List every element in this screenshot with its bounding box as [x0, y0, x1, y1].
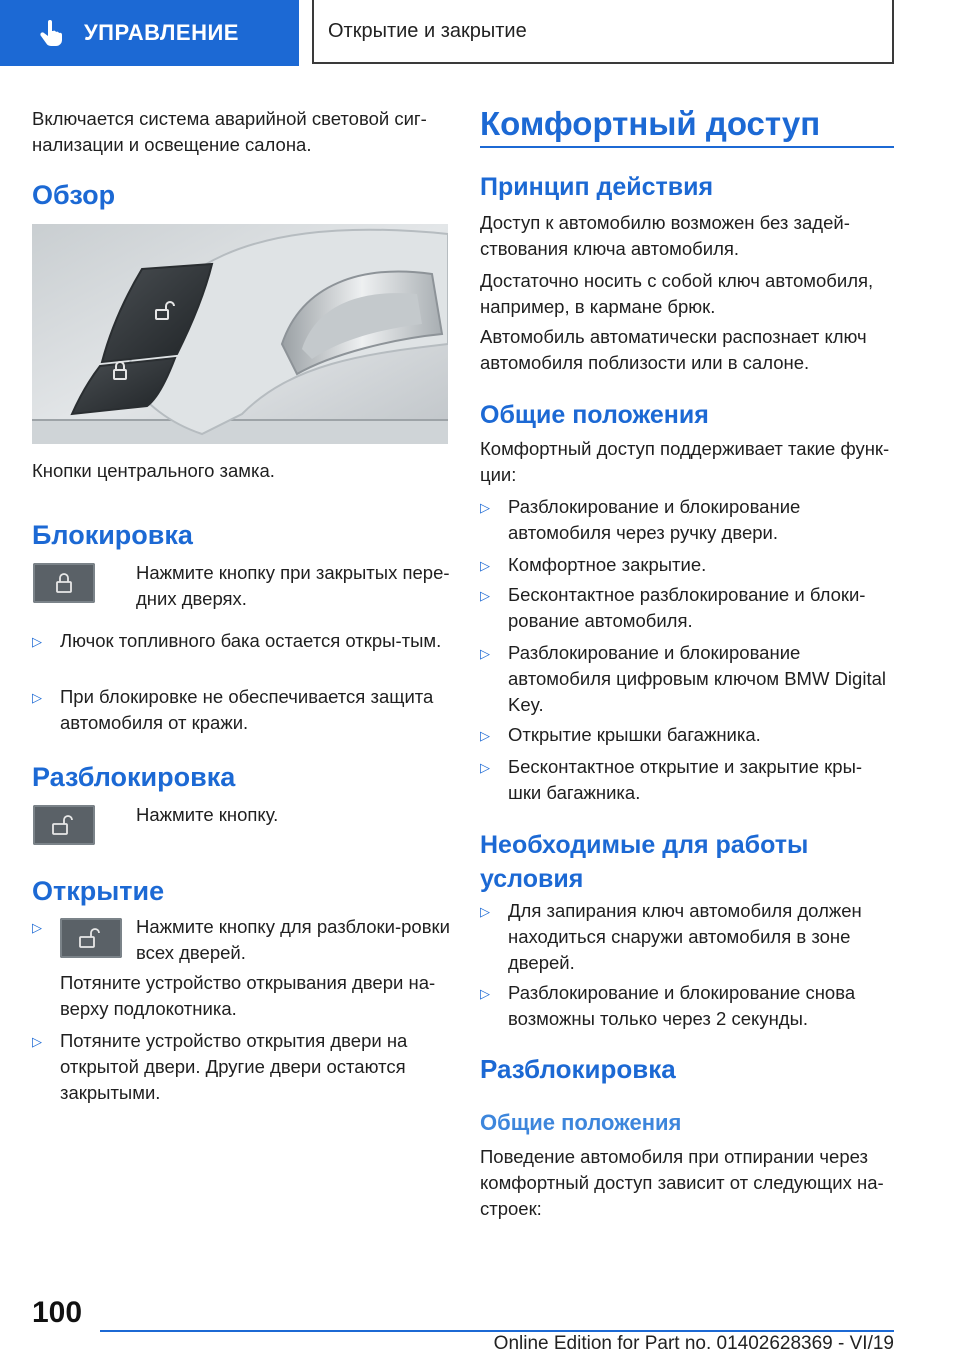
unlock-heading: Разблокировка	[32, 762, 236, 792]
list-item: ▷ Разблокирование и блокирование автомобиля цифровым ключом BMW Digital Key.	[480, 640, 894, 718]
footer-rule	[100, 1330, 894, 1332]
section-tab-label: УПРАВЛЕНИЕ	[84, 20, 239, 45]
list-item: ▷ Для запирания ключ автомобиля должен находиться снаружи автомобиля в зоне дверей.	[480, 898, 894, 976]
list-item: ▷ Лючок топливного бака остается откры-тым.	[32, 628, 452, 655]
list-item: ▷ Открытие крышки багажника.	[480, 722, 894, 749]
general-heading: Общие положения	[480, 401, 709, 429]
open-heading: Открытие	[32, 876, 165, 906]
list-item: ▷ Комфортное закрытие.	[480, 552, 894, 579]
bullet-triangle-icon: ▷	[32, 634, 42, 649]
list-item: ▷ Разблокирование и блокирование автомобиля через ручку двери.	[480, 494, 894, 546]
bullet-triangle-icon: ▷	[32, 920, 42, 935]
open-step-continuation: Потяните устройство открывания двери на-верху подлокотника.	[60, 972, 436, 1019]
photo-caption: Кнопки центрального замка.	[32, 460, 275, 481]
bullet-triangle-icon: ▷	[32, 1034, 42, 1049]
bullet-triangle-icon: ▷	[480, 760, 490, 775]
bullet-triangle-icon: ▷	[480, 588, 490, 603]
edition-text: Online Edition for Part no. 01402628369 - VI/19	[493, 1333, 894, 1354]
intro-text: Включается система аварийной световой сиг-нализации и освещение салона.	[32, 108, 427, 155]
paragraph: Поведение автомобиля при отпирании через комфортный доступ зависит от следующих на-строек:	[480, 1146, 884, 1219]
paragraph: Достаточно носить с собой ключ автомобиля, например, в кармане брюк.	[480, 270, 874, 317]
lock-key-icon	[33, 563, 95, 603]
principle-heading: Принцип действия	[480, 173, 714, 201]
comfort-unlock-heading: Разблокировка	[480, 1054, 676, 1084]
paragraph: Доступ к автомобилю возможен без задей-ствования ключа автомобиля.	[480, 212, 850, 259]
unlock-text: Нажмите кнопку.	[136, 804, 279, 825]
lock-text: Нажмите кнопку при закрытых пере-дних дверях.	[136, 562, 450, 609]
open-step-text: Нажмите кнопку для разблоки-ровки всех дверей.	[136, 916, 450, 963]
heading-rule	[480, 146, 894, 148]
page-number: 100	[32, 1296, 83, 1329]
bullet-triangle-icon: ▷	[32, 690, 42, 705]
paragraph: Автомобиль автоматически распознает ключ автомобиля поблизости или в салоне.	[480, 326, 867, 373]
bullet-triangle-icon: ▷	[480, 728, 490, 743]
main-heading: Комфортный доступ	[480, 105, 821, 142]
bullet-triangle-icon: ▷	[480, 558, 490, 573]
list-item: ▷ При блокировке не обеспечивается защита автомобиля от кражи.	[32, 684, 452, 736]
section-tab[interactable]	[0, 0, 299, 66]
lock-heading: Блокировка	[32, 520, 193, 550]
bullet-triangle-icon: ▷	[480, 500, 490, 515]
bullet-triangle-icon: ▷	[480, 646, 490, 661]
overview-heading: Обзор	[32, 180, 116, 210]
central-lock-buttons-photo	[32, 224, 448, 444]
hand-pointer-icon	[36, 18, 66, 48]
bullet-triangle-icon: ▷	[480, 986, 490, 1001]
list-item: ▷ Бесконтактное открытие и закрытие кры-шки багажника.	[480, 754, 894, 806]
unlock-key-icon	[33, 805, 95, 845]
list-item: ▷ Разблокирование и блокирование снова возможны только через 2 секунды.	[480, 980, 894, 1032]
list-item: ▷ Бесконтактное разблокирование и блоки-рование автомобиля.	[480, 582, 894, 634]
paragraph: Комфортный доступ поддерживает такие функ-ции:	[480, 438, 890, 485]
comfort-unlock-subheading: Общие положения	[480, 1110, 682, 1135]
page-title: Открытие и закрытие	[312, 0, 894, 64]
bullet-triangle-icon: ▷	[480, 904, 490, 919]
unlock-key-icon	[60, 918, 122, 958]
list-item: ▷ Потяните устройство открытия двери на открытой двери. Другие двери остаются закрытыми.	[32, 1028, 452, 1106]
requirements-heading: Необходимые для работы условия	[480, 831, 809, 893]
